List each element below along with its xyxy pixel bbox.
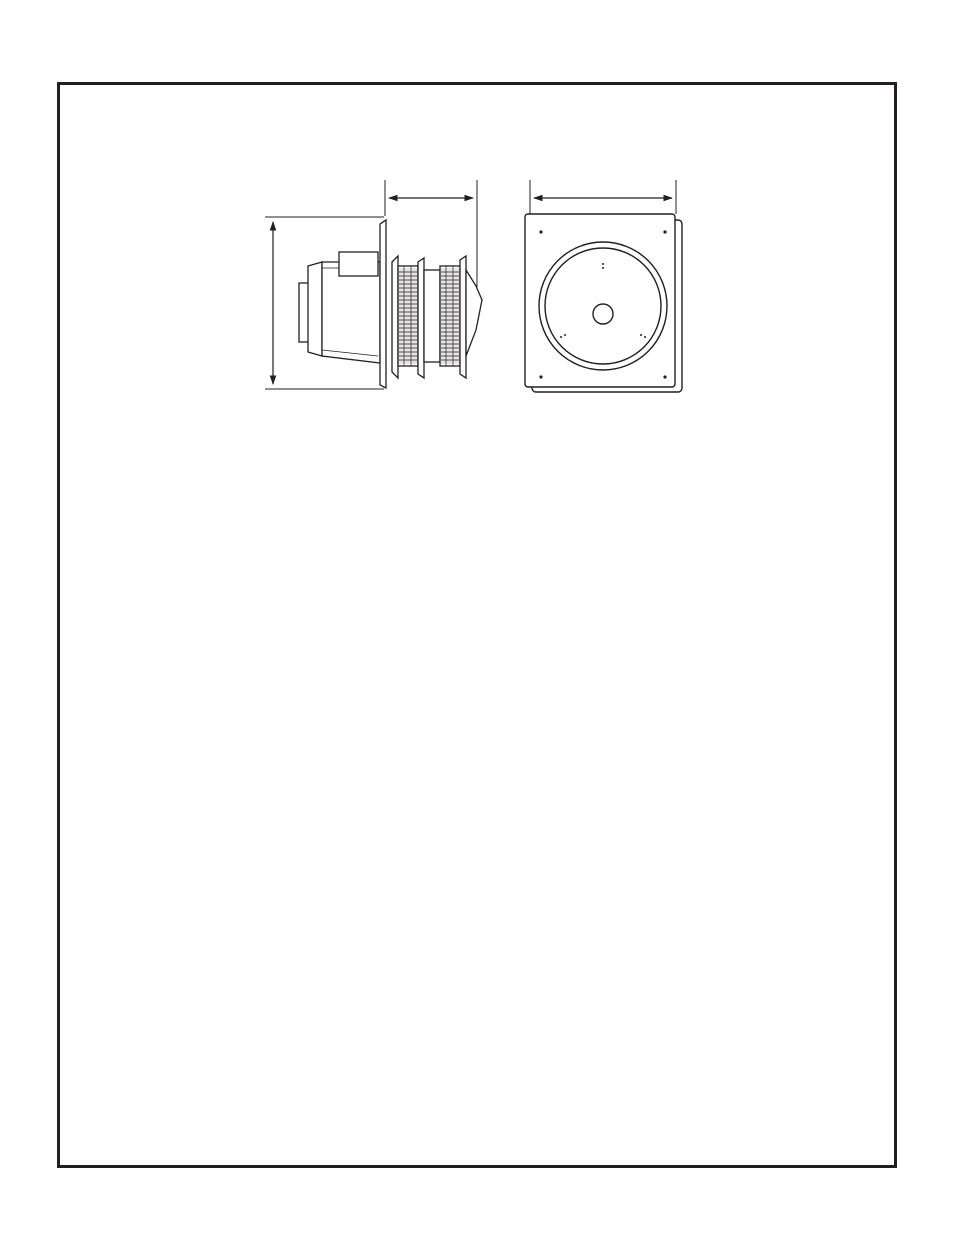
- pilot-dot: [602, 263, 604, 265]
- screw-hole: [539, 230, 542, 233]
- screw-hole: [539, 375, 542, 378]
- center-hole: [593, 304, 613, 324]
- pilot-dot: [602, 267, 604, 269]
- screw-hole: [663, 375, 666, 378]
- cone-cap: [466, 270, 482, 356]
- top-bracket: [339, 252, 378, 276]
- outer-pipe: [322, 262, 380, 363]
- front-view: [525, 180, 682, 392]
- side-view: [265, 180, 482, 389]
- cap-body: [424, 270, 440, 362]
- pilot-dot: [560, 336, 562, 338]
- width-dimension: [530, 180, 676, 214]
- screw-hole: [663, 230, 666, 233]
- mounting-plate: [380, 220, 386, 388]
- pilot-dot: [644, 336, 646, 338]
- inner-pipe: [308, 262, 322, 356]
- fin-section-1: [392, 256, 418, 378]
- fin-section-2: [440, 266, 460, 366]
- cap-end-plate: [460, 256, 466, 378]
- pilot-dot: [564, 334, 566, 336]
- divider-plate: [418, 258, 424, 378]
- pilot-dot: [640, 334, 642, 336]
